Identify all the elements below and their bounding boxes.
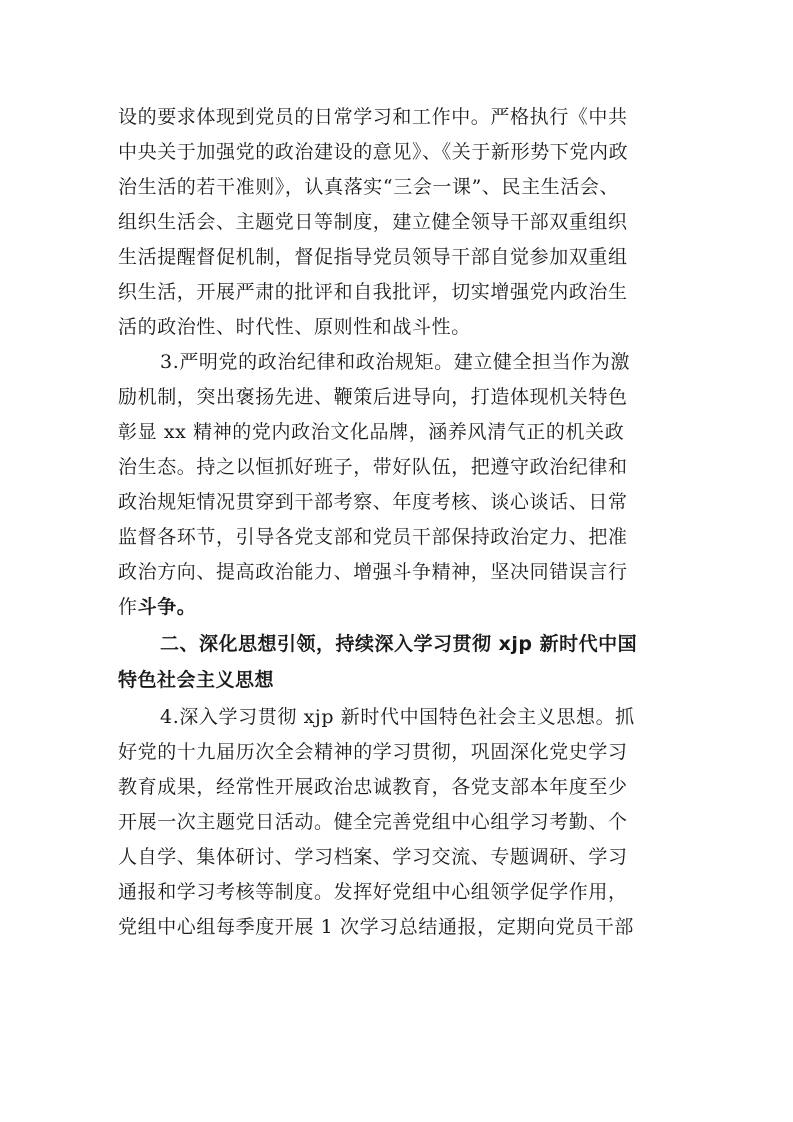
- paragraph-2-line-4: 治生态。持之以恒抓好班子，带好队伍，把遵守政治纪律和: [118, 456, 628, 478]
- paragraph-1-line-5: 生活提醒督促机制，督促指导党员领导干部自觉参加双重组: [118, 246, 628, 268]
- paragraph-1-line-7: 活的政治性、时代性、原则性和战斗性。: [118, 316, 471, 338]
- paragraph-2-line-1: 3.严明党的政治纪律和政治规矩。建立健全担当作为激: [160, 351, 631, 373]
- section-heading-line-1: 二、深化思想引领，持续深入学习贯彻 xjp 新时代中国: [160, 633, 638, 655]
- paragraph-2-line-7: 政治方向、提高政治能力、增强斗争精神，坚决同错误言行: [118, 561, 628, 583]
- paragraph-2-line-8: [118, 593, 196, 621]
- paragraph-1-line-6: 织生活，开展严肃的批评和自我批评，切实增强党内政治生: [118, 281, 628, 303]
- paragraph-1-line-4: 组织生活会、主题党日等制度，建立健全领导干部双重组织: [118, 211, 628, 233]
- paragraph-3-line-5: 人自学、集体研讨、学习档案、学习交流、专题调研、学习: [118, 846, 628, 868]
- paragraph-3-line-4: 开展一次主题党日活动。健全完善党组中心组学习考勤、个: [118, 811, 628, 833]
- paragraph-3-line-6: 通报和学习考核等制度。发挥好党组中心组领学促学作用，: [118, 881, 628, 903]
- paragraph-2-line-6: 监督各环节，引导各党支部和党员干部保持政治定力、把准: [118, 526, 628, 548]
- paragraph-3-line-3: 教育成果，经常性开展政治忠诚教育，各党支部本年度至少: [118, 776, 628, 798]
- section-heading-line-2: 特色社会主义思想: [118, 669, 275, 691]
- paragraph-1-line-2: 中央关于加强党的政治建设的意见》、《关于新形势下党内政: [118, 141, 629, 163]
- paragraph-2-last-bold: 斗争。: [137, 596, 197, 618]
- paragraph-1-line-1: 设的要求体现到党员的日常学习和工作中。严格执行《中共: [118, 106, 628, 128]
- paragraph-2-line-5: 政治规矩情况贯穿到干部考察、年度考核、谈心谈话、日常: [118, 491, 628, 513]
- paragraph-1-line-3: 治生活的若干准则》，认真落实“三会一课”、民主生活会、: [118, 176, 620, 198]
- paragraph-2-last-plain: 作: [118, 596, 138, 618]
- paragraph-3-line-7: 党组中心组每季度开展 1 次学习总结通报，定期向党员干部: [118, 916, 634, 938]
- paragraph-3-line-1: 4.深入学习贯彻 xjp 新时代中国特色社会主义思想。抓: [160, 706, 635, 728]
- document-body: [118, 0, 678, 1122]
- paragraph-3-line-2: 好党的十九届历次全会精神的学习贯彻，巩固深化党史学习: [118, 741, 628, 763]
- paragraph-2-line-2: 励机制，突出褒扬先进、鞭策后进导向，打造体现机关特色: [118, 386, 628, 408]
- paragraph-2-line-3: 彰显 xx 精神的党内政治文化品牌，涵养风清气正的机关政: [118, 421, 625, 443]
